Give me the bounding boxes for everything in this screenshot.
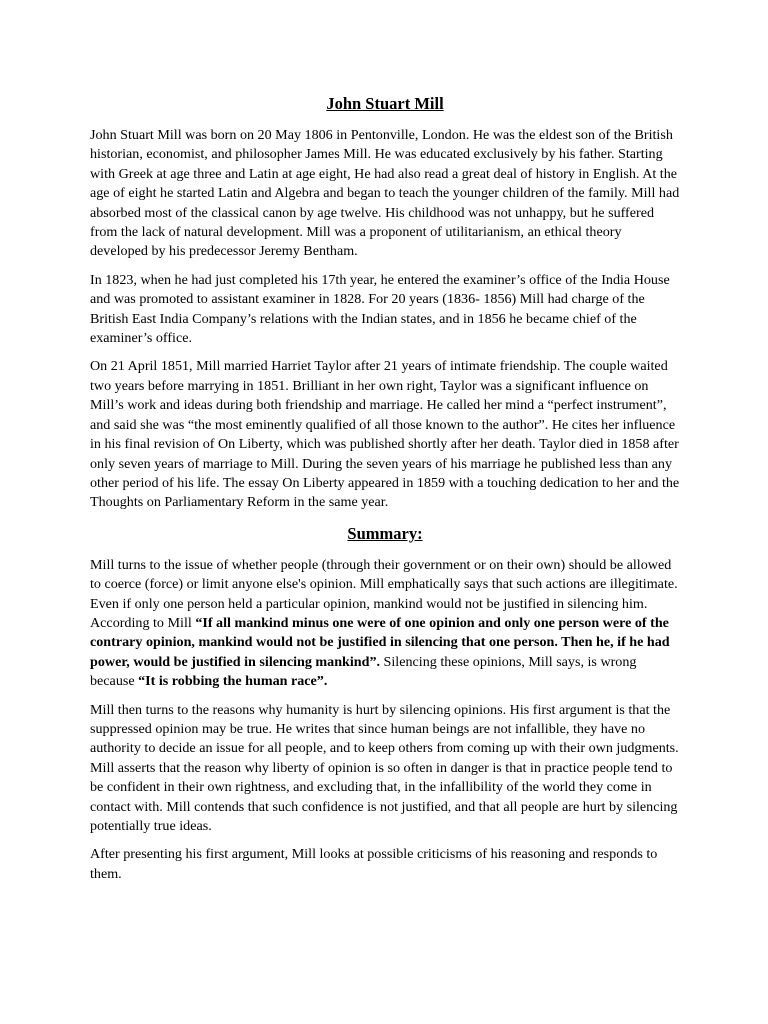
paragraph-summary-reasons: Mill then turns to the reasons why humanity is hurt by silencing opinions. His first argument is that the suppressed opinion may be true. He writes that since human beings are not infallible, they have no authority to decide an issue for all people, and to keep others from coming up with their own judgments. Mill asserts that the reason why liberty of opinion is so often in danger is that in practice people tend to be confident in their own rightness, and excluding that, in the infallibility of the world they come in contact with. Mill contends that such confidence is not justified, and that all people are hurt by silencing potentially true ideas. bbox=[90, 701, 679, 834]
summary-heading: Summary: bbox=[347, 523, 423, 543]
document-page bbox=[90, 92, 680, 893]
summary-intro-text: Mill turns to the issue of whether people (through their government or on their own) should be allowed to coerce (force) or limit anyone else's opinion. Mill emphatically says that such actions are illegitimate. Even if only one person held a particular opinion, mankind would not be justified in silencing him. According to Mill bbox=[90, 556, 678, 631]
paragraph-summary-criticisms: After presenting his first argument, Mill looks at possible criticisms of his reasoning and responds to them. bbox=[90, 846, 658, 882]
summary-quote-mankind: “If all mankind minus one were of one opinion and only one person were of the contrary opinion, mankind would not be justified in silencing that one person. Then he, if he had power, would be justified in silencing mankind”. bbox=[90, 614, 670, 670]
paragraph-early-life: John Stuart Mill was born on 20 May 1806 in Pentonville, London. He was the eldest son of the British historian, economist, and philosopher James Mill. He was educated exclusively by his father. Starting with Greek at age three and Latin at age eight, He had also read a great deal of history in English. At the age of eight he started Latin and Algebra and began to teach the younger children of the family. Mill had absorbed most of the classical canon by age twelve. His childhood was not unhappy, but he suffered from the lack of natural development. Mill was a proponent of utilitarianism, an ethical theory developed by his predecessor Jeremy Bentham. bbox=[90, 127, 680, 260]
paragraph-summary-opinion bbox=[90, 556, 680, 692]
document-title: John Stuart Mill bbox=[326, 94, 444, 113]
summary-quote-robbing: “It is robbing the human race”. bbox=[138, 673, 328, 690]
paragraph-marriage: On 21 April 1851, Mill married Harriet Taylor after 21 years of intimate friendship. The couple waited two years before marrying in 1851. Brilliant in her own right, Taylor was a significant influence on Mill’s work and ideas during both friendship and marriage. He called her mind a “perfect instrument”, and said she was “the most eminently qualified of all those known to the author”. He cites her influence in his final revision of On Liberty, which was published shortly after her death. Taylor died in 1858 after only seven years of marriage to Mill. During the seven years of his marriage he published less than any other period of his life. The essay On Liberty appeared in 1859 with a touching dedication to her and the Thoughts on Parliamentary Reform in the same year. bbox=[90, 358, 680, 511]
paragraph-india-house: In 1823, when he had just completed his 17th year, he entered the examiner’s office of the India House and was promoted to assistant examiner in 1828. For 20 years (1836- 1856) Mill had charge of the British East India Company’s relations with the Indian states, and in 1856 he became chief of the examiner’s office. bbox=[90, 271, 670, 347]
summary-middle-text: Silencing these opinions, Mill says, is wrong because bbox=[90, 653, 637, 690]
